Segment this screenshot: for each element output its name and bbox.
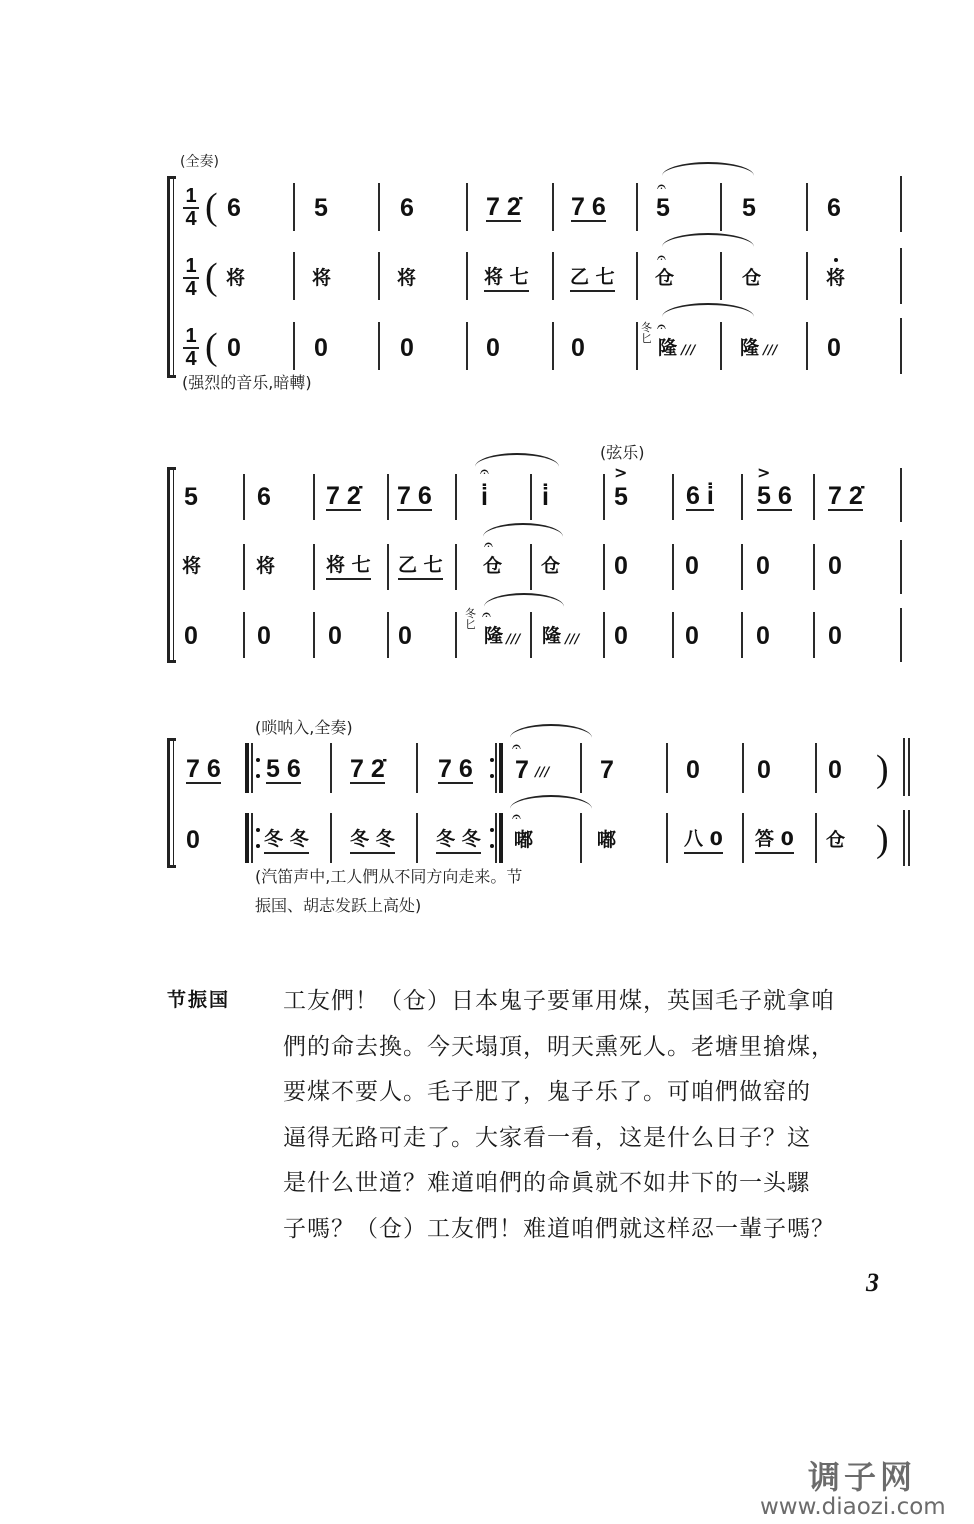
note-group: 5 6 bbox=[757, 482, 792, 510]
note-group: 5 6 bbox=[266, 755, 301, 783]
note: 仓 bbox=[742, 267, 762, 289]
fermata-icon: 𝄐 bbox=[512, 737, 521, 756]
note: 6 bbox=[400, 194, 414, 222]
dialogue-line: 逼得无路可走了。大家看一看，这是什么日子？这 bbox=[283, 1124, 811, 1151]
slur bbox=[662, 303, 754, 317]
note: 0 bbox=[571, 334, 585, 362]
note: 将 bbox=[312, 267, 332, 289]
dot bbox=[834, 258, 838, 262]
note: 0 bbox=[685, 622, 699, 650]
tremolo-icon: /// bbox=[763, 343, 778, 358]
annotation-stage-direction: (强烈的音乐,暗轉) bbox=[182, 373, 312, 392]
note: 6 bbox=[257, 483, 271, 511]
note: 嘟 bbox=[597, 829, 617, 851]
fermata-icon: 𝄐 bbox=[657, 177, 666, 196]
note: 6 bbox=[827, 194, 841, 222]
note: 0 bbox=[756, 622, 770, 650]
note-group: 将 七 bbox=[326, 552, 371, 580]
dialogue-line: 們的命去換。今天塌頂，明天熏死人。老塘里搶煤， bbox=[283, 1033, 835, 1060]
note: 将 bbox=[826, 267, 846, 289]
fermata-icon: 𝄐 bbox=[657, 248, 666, 267]
accent-icon: > bbox=[614, 463, 628, 482]
note: 隆 bbox=[542, 625, 562, 647]
note: 将 bbox=[226, 267, 246, 289]
dialogue-line: 是什么世道？难道咱們的命眞就不如井下的一头騾 bbox=[283, 1170, 811, 1196]
note: 0 bbox=[828, 622, 842, 650]
time-signature: 1 4 bbox=[183, 257, 199, 299]
note: 6 bbox=[227, 194, 241, 222]
grace-note: 冬匕 bbox=[641, 321, 652, 345]
note: 0 bbox=[186, 826, 200, 854]
page-number: 3 bbox=[866, 1268, 879, 1297]
note: 0 bbox=[827, 334, 841, 362]
speaker-name: 节振国 bbox=[167, 989, 231, 1011]
fermata-icon: 𝄐 bbox=[480, 462, 489, 481]
open-paren: ( bbox=[205, 326, 218, 369]
slur bbox=[510, 724, 592, 738]
note: 0 bbox=[227, 334, 241, 362]
watermark-site-name: 调子网 bbox=[808, 1458, 917, 1496]
dialogue-text bbox=[283, 979, 923, 1252]
note: 0 bbox=[400, 334, 414, 362]
note: i̇ bbox=[542, 483, 549, 511]
close-paren: ) bbox=[876, 748, 889, 791]
note: 0 bbox=[614, 622, 628, 650]
open-paren: ( bbox=[205, 186, 218, 229]
open-paren: ( bbox=[205, 256, 218, 299]
repeat-end-barline bbox=[499, 743, 503, 793]
note-group: 将 七 bbox=[484, 264, 529, 292]
note-group: 乙 七 bbox=[398, 552, 443, 580]
note-group: 答 0 bbox=[755, 826, 794, 854]
note-group: 冬 冬 bbox=[436, 826, 481, 854]
note: 仓 bbox=[541, 555, 561, 577]
grace-note: 冬匕 bbox=[465, 607, 476, 631]
note: 0 bbox=[184, 622, 198, 650]
note: 将 bbox=[397, 267, 417, 289]
note: 仓 bbox=[483, 555, 503, 577]
note: 隆 bbox=[658, 337, 678, 359]
fermata-icon: 𝄐 bbox=[482, 605, 491, 624]
note-group: 7 2̇ bbox=[828, 482, 863, 510]
close-paren: ) bbox=[876, 818, 889, 861]
system-bracket bbox=[167, 467, 176, 663]
note-group: 7 6 bbox=[438, 755, 473, 783]
tremolo-icon: /// bbox=[535, 765, 550, 780]
fermata-icon: 𝄐 bbox=[657, 317, 666, 336]
accent-icon: > bbox=[757, 463, 771, 482]
note-group: 7 2̇ bbox=[326, 482, 361, 510]
note: 0 bbox=[614, 552, 628, 580]
note: 将 bbox=[182, 555, 202, 577]
note: 0 bbox=[686, 756, 700, 784]
dialogue-line: 要煤不要人。毛子肥了，鬼子乐了。可咱們做窑的 bbox=[283, 1079, 811, 1105]
note: 0 bbox=[828, 756, 842, 784]
note: 仓 bbox=[826, 829, 846, 851]
note: 7 bbox=[515, 756, 529, 784]
note: 5 bbox=[614, 483, 628, 511]
note: 5 bbox=[742, 194, 756, 222]
note: 隆 bbox=[740, 337, 760, 359]
slur bbox=[484, 593, 564, 607]
note: 仓 bbox=[655, 267, 675, 289]
system-bracket bbox=[167, 176, 176, 378]
repeat-start-barline bbox=[245, 743, 249, 793]
note-group: 7 2̇ bbox=[350, 755, 385, 783]
annotation-suona-entry: (唢呐入,全奏) bbox=[255, 718, 353, 737]
dialogue-line: 子嗎？（仓）工友們！难道咱們就这样忍一輩子嗎？ bbox=[283, 1215, 835, 1242]
note-group: 乙 七 bbox=[570, 264, 615, 292]
tremolo-icon: /// bbox=[506, 632, 521, 647]
slur bbox=[662, 233, 754, 247]
tremolo-icon: /// bbox=[681, 343, 696, 358]
note-group: 冬 冬 bbox=[350, 826, 395, 854]
fermata-icon: 𝄐 bbox=[512, 807, 521, 826]
annotation-stage-direction: (汽笛声中,工人們从不同方向走来。节振国、胡志发跃上高处) bbox=[255, 867, 523, 915]
slur bbox=[483, 523, 563, 537]
annotation-full-ensemble: (全奏) bbox=[180, 154, 219, 170]
annotation-strings: (弦乐) bbox=[600, 443, 645, 462]
note: 隆 bbox=[484, 625, 504, 647]
note: 0 bbox=[314, 334, 328, 362]
note: 0 bbox=[486, 334, 500, 362]
system-bracket bbox=[167, 738, 176, 868]
note: 0 bbox=[828, 552, 842, 580]
note: 将 bbox=[256, 555, 276, 577]
note: 0 bbox=[257, 622, 271, 650]
tremolo-icon: /// bbox=[565, 632, 580, 647]
note: 7 bbox=[600, 756, 614, 784]
note-group: 7 6 bbox=[571, 193, 606, 221]
note: 0 bbox=[756, 552, 770, 580]
final-barline bbox=[903, 738, 905, 796]
dialogue-line: 工友們！（仓）日本鬼子要軍用煤，英国毛子就拿咱 bbox=[283, 988, 835, 1014]
slur bbox=[662, 162, 754, 176]
note: 0 bbox=[398, 622, 412, 650]
note: 0 bbox=[685, 552, 699, 580]
note: i̇ bbox=[481, 483, 488, 511]
note-group: 7 6 bbox=[186, 755, 221, 783]
note: 0 bbox=[328, 622, 342, 650]
note-group: 7 2̇ bbox=[486, 193, 521, 221]
note-group: 7 6 bbox=[397, 482, 432, 510]
note: 5 bbox=[656, 194, 670, 222]
note-group: 6 i̇ bbox=[686, 482, 714, 510]
watermark-url: www.diaozi.com bbox=[760, 1494, 946, 1520]
note: 5 bbox=[314, 194, 328, 222]
note: 5 bbox=[184, 483, 198, 511]
slur bbox=[510, 795, 592, 809]
note-group: 八 0 bbox=[684, 826, 723, 854]
fermata-icon: 𝄐 bbox=[484, 535, 493, 554]
time-signature: 1 4 bbox=[183, 187, 199, 229]
time-signature: 1 4 bbox=[183, 327, 199, 369]
note-group: 冬 冬 bbox=[264, 826, 309, 854]
note: 嘟 bbox=[514, 829, 534, 851]
note: 0 bbox=[757, 756, 771, 784]
